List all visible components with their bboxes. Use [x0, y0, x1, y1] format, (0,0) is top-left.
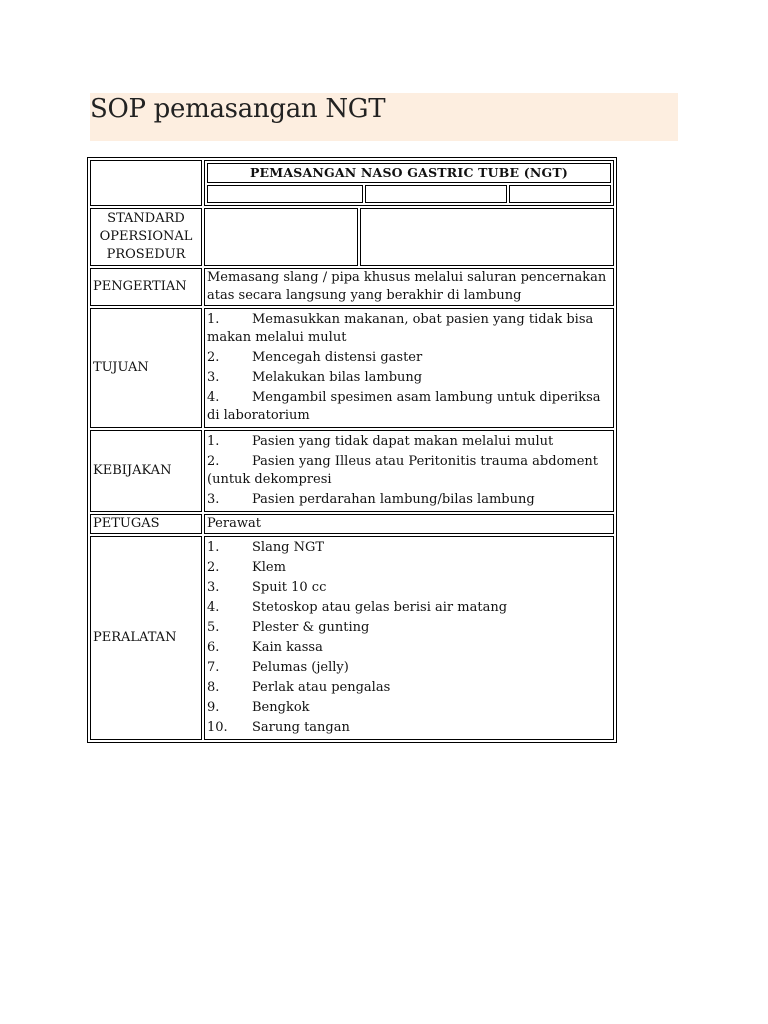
peralatan-item [207, 539, 611, 557]
sop-empty-cell-1 [204, 208, 358, 266]
kebijakan-item-text: Pasien yang Illeus atau Peritonitis trauma abdoment (untuk dekompresi [207, 454, 599, 487]
peralatan-item-num: 9. [207, 700, 220, 715]
kebijakan-item-num: 1. [207, 434, 220, 449]
peralatan-item [207, 659, 611, 677]
peralatan-item-num: 2. [207, 560, 220, 575]
peralatan-item-text: Plester & gunting [252, 620, 370, 635]
kebijakan-row [90, 430, 614, 512]
tujuan-row [90, 308, 614, 428]
sop-table [87, 157, 617, 743]
kebijakan-label: KEBIJAKAN [90, 430, 202, 512]
peralatan-item [207, 679, 611, 697]
sop-label-line-1: STANDARD [107, 211, 185, 226]
header-empty-cell [90, 160, 202, 206]
peralatan-item [207, 559, 611, 577]
pengertian-text: Memasang slang / pipa khusus melalui saluran pencernakan atas secara langsung yang berakhir di lambung [204, 268, 614, 306]
header-inner-table [205, 161, 613, 205]
sop-row [90, 208, 614, 266]
sop-label-line-2: OPERSIONAL [99, 229, 193, 244]
peralatan-item-text: Sarung tangan [252, 720, 350, 735]
peralatan-item-text: Spuit 10 cc [252, 580, 327, 595]
peralatan-item [207, 599, 611, 617]
peralatan-item-text: Kain kassa [252, 640, 323, 655]
tujuan-item-num: 1. [207, 312, 220, 327]
kebijakan-item [207, 433, 611, 451]
tujuan-label: TUJUAN [90, 308, 202, 428]
tujuan-item [207, 311, 611, 347]
peralatan-label: PERALATAN [90, 536, 202, 740]
tujuan-item-num: 4. [207, 390, 220, 405]
peralatan-item-num: 1. [207, 540, 220, 555]
header-subcell-3 [509, 185, 611, 203]
kebijakan-item-num: 2. [207, 454, 220, 469]
peralatan-item-num: 7. [207, 660, 220, 675]
peralatan-item-text: Perlak atau pengalas [252, 680, 391, 695]
kebijakan-cell [204, 430, 614, 512]
peralatan-item-num: 3. [207, 580, 220, 595]
peralatan-item [207, 619, 611, 637]
header-title: PEMASANGAN NASO GASTRIC TUBE (NGT) [207, 163, 611, 183]
header-subcell-1 [207, 185, 363, 203]
peralatan-item-text: Stetoskop atau gelas berisi air matang [252, 600, 508, 615]
pengertian-label: PENGERTIAN [90, 268, 202, 306]
tujuan-item [207, 369, 611, 387]
peralatan-cell [204, 536, 614, 740]
peralatan-item [207, 639, 611, 657]
peralatan-item-text: Slang NGT [252, 540, 325, 555]
peralatan-item-num: 10. [207, 720, 228, 735]
peralatan-item [207, 719, 611, 737]
pengertian-row [90, 268, 614, 306]
sop-empty-cell-2 [360, 208, 614, 266]
tujuan-item [207, 349, 611, 367]
peralatan-item-text: Klem [252, 560, 286, 575]
tujuan-item [207, 389, 611, 425]
kebijakan-item-text: Pasien yang tidak dapat makan melalui mulut [252, 434, 554, 449]
title-bar [90, 93, 678, 141]
petugas-row [90, 514, 614, 534]
kebijakan-item [207, 491, 611, 509]
peralatan-row [90, 536, 614, 740]
tujuan-item-text: Melakukan bilas lambung [252, 370, 423, 385]
document-title: SOP pemasangan NGT [90, 94, 386, 124]
peralatan-item-num: 6. [207, 640, 220, 655]
sop-label-cell [90, 208, 202, 266]
tujuan-item-text: Mengambil spesimen asam lambung untuk diperiksa di laboratorium [207, 390, 601, 423]
header-subcell-2 [365, 185, 507, 203]
kebijakan-item-text: Pasien perdarahan lambung/bilas lambung [252, 492, 535, 507]
sop-label-line-3: PROSEDUR [106, 247, 186, 262]
kebijakan-item [207, 453, 611, 489]
tujuan-cell [204, 308, 614, 428]
tujuan-item-text: Mencegah distensi gaster [252, 350, 423, 365]
tujuan-item-num: 3. [207, 370, 220, 385]
peralatan-item-text: Pelumas (jelly) [252, 660, 349, 675]
kebijakan-item-num: 3. [207, 492, 220, 507]
peralatan-item-num: 4. [207, 600, 220, 615]
peralatan-item [207, 579, 611, 597]
peralatan-item-text: Bengkok [252, 700, 310, 715]
peralatan-item-num: 5. [207, 620, 220, 635]
petugas-text: Perawat [204, 514, 614, 534]
petugas-label: PETUGAS [90, 514, 202, 534]
peralatan-item-num: 8. [207, 680, 220, 695]
header-cell [204, 160, 614, 206]
peralatan-item [207, 699, 611, 717]
tujuan-item-num: 2. [207, 350, 220, 365]
header-row [90, 160, 614, 206]
tujuan-item-text: Memasukkan makanan, obat pasien yang tidak bisa makan melalui mulut [207, 312, 594, 345]
